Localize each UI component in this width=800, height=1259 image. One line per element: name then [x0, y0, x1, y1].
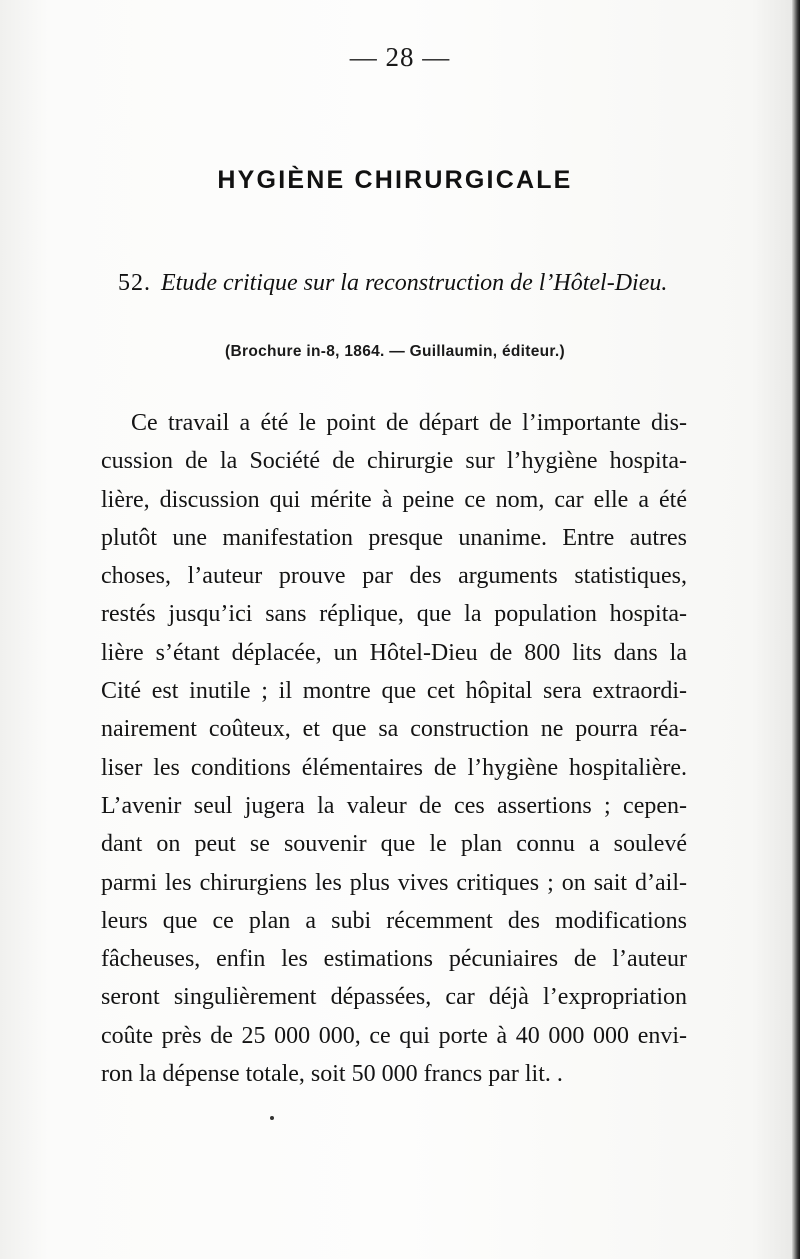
page-number: — 28 — — [349, 42, 451, 72]
body-line: L’avenir seul jugera la valeur de ces assertions ; cepen- — [101, 792, 687, 819]
body-line: choses, l’auteur prouve par des arguments statistiques, — [101, 563, 687, 590]
body-line: seront singulièrement dépassées, car déjà l’expropriation — [101, 984, 687, 1011]
body-line: ron la dépense totale, soit 50 000 francs par lit. . — [101, 1061, 563, 1088]
body-line: lière s’étant déplacée, un Hôtel-Dieu de 800 lits dans la — [101, 639, 687, 666]
entry-number: 52. — [118, 270, 151, 296]
entry-heading — [118, 270, 698, 297]
page-edge-shadow — [792, 0, 800, 1259]
body-line: leurs que ce plan a subi récemment des modifications — [101, 907, 687, 934]
body-line: dant on peut se souvenir que le plan connu a soulevé — [101, 831, 687, 858]
body-line: nairement coûteux, et que sa construction ne pourra réa- — [101, 716, 687, 743]
body-line: plutôt une manifestation presque unanime. Entre autres — [101, 524, 687, 551]
entry-title: Etude critique sur la reconstruction de l’Hôtel-Dieu. — [161, 270, 668, 296]
body-paragraph — [101, 404, 687, 1093]
section-title: HYGIÈNE CHIRURGICALE — [217, 166, 573, 194]
body-line: parmi les chirurgiens les plus vives critiques ; on sait d’ail- — [101, 869, 687, 896]
body-line: Cité est inutile ; il montre que cet hôpital sera extraordi- — [101, 678, 687, 705]
body-line: cussion de la Société de chirurgie sur l’hygiène hospita- — [101, 448, 687, 475]
ink-speck — [270, 1116, 274, 1120]
entry-publication-info: (Brochure in-8, 1864. — Guillaumin, éditeur.) — [225, 343, 565, 360]
body-line: fâcheuses, enfin les estimations pécuniaires de l’auteur — [101, 946, 687, 973]
body-line: Ce travail a été le point de départ de l’importante dis- — [131, 410, 687, 436]
body-line: coûte près de 25 000 000, ce qui porte à 40 000 000 envi- — [101, 1022, 687, 1049]
body-line: restés jusqu’ici sans réplique, que la population hospita- — [101, 601, 687, 628]
body-line: liser les conditions élémentaires de l’hygiène hospitalière. — [101, 754, 687, 781]
body-line: lière, discussion qui mérite à peine ce nom, car elle a été — [101, 486, 687, 513]
